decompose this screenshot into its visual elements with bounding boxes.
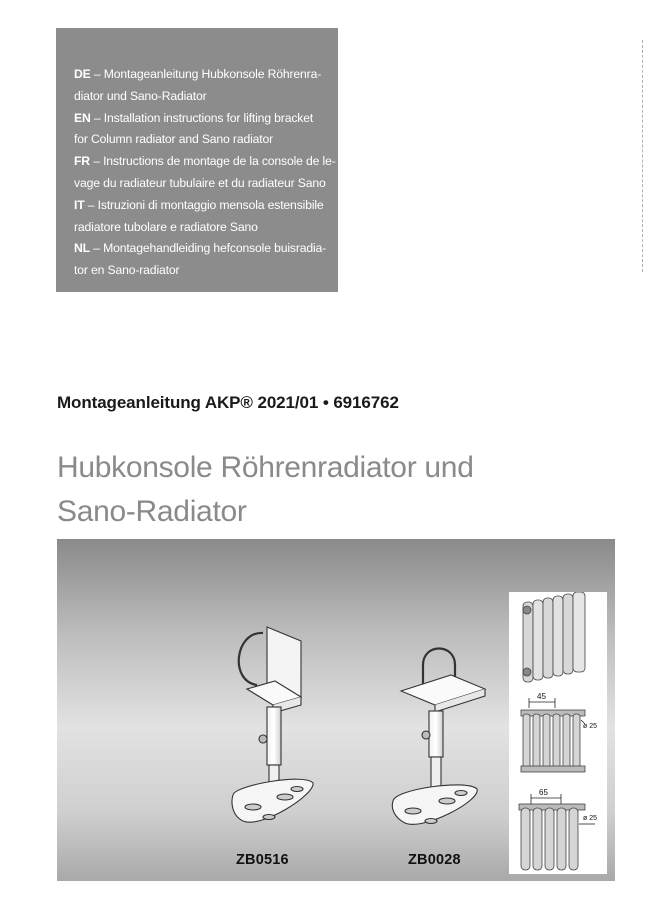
bracket-zb0028-illustration: [392, 649, 485, 825]
lang-code-fr: FR: [74, 154, 90, 169]
bracket-zb0516-illustration: [232, 627, 313, 822]
lang-nl-text-1: – Montagehandleiding hefconsole buisradia-: [93, 241, 327, 256]
radiator-side-panel: [509, 592, 607, 874]
lang-de-text-1: – Montageanleitung Hubkonsole Röhrenra-: [93, 67, 322, 81]
lang-en-text-1: – Installation instructions for lifting bracket: [93, 110, 314, 125]
lang-it-text-1: – Istruzioni di montaggio mensola estensibile: [87, 197, 324, 212]
column-radiator-illustration: [519, 794, 598, 870]
lang-fr-line-2: vage du radiateur tubulaire et du radiateur Sano: [74, 175, 326, 190]
lang-en-line-2: for Column radiator and Sano radiator: [74, 132, 274, 147]
document-title: [57, 446, 617, 534]
lang-code-de: DE: [74, 67, 91, 81]
title-line-1: Hubkonsole Röhrenradiator und: [57, 451, 474, 484]
sano-spacing-label: 45: [537, 692, 546, 701]
title-line-2: Sano-Radiator: [57, 495, 247, 528]
column-radiator-3d-illustration: [523, 592, 585, 682]
language-summary-box: [56, 28, 338, 292]
radiator-illustrations: [509, 592, 607, 874]
lang-it-line-2: radiatore tubolare e radiatore Sano: [74, 219, 258, 234]
lang-nl-line-2: tor en Sano-radiator: [74, 263, 180, 278]
document-subtitle: Montageanleitung AKP® 2021/01 • 6916762: [57, 393, 399, 412]
lang-nl-line-1: [74, 238, 328, 260]
product-code-zb0516: ZB0516: [236, 852, 289, 868]
lang-code-it: IT: [74, 197, 85, 212]
lang-en-line-1: [74, 108, 328, 130]
lang-code-nl: NL: [74, 241, 90, 256]
column-diameter-label: ø 25: [583, 815, 598, 822]
product-code-zb0028: ZB0028: [408, 852, 461, 868]
lang-fr-line-1: [74, 151, 336, 173]
lang-code-en: EN: [74, 110, 91, 125]
page-edge-mark: [642, 40, 644, 272]
sano-radiator-illustration: [521, 698, 585, 772]
product-figure: [57, 539, 615, 881]
lang-de-line-1: [74, 64, 328, 86]
lang-de-line-2: diator und Sano-Radiator: [74, 88, 207, 103]
column-spacing-label: 65: [539, 788, 548, 797]
lang-fr-text-1: – Instructions de montage de la console de le-: [93, 154, 336, 169]
sano-diameter-label: ø 25: [583, 723, 598, 730]
lang-it-line-1: [74, 195, 328, 217]
